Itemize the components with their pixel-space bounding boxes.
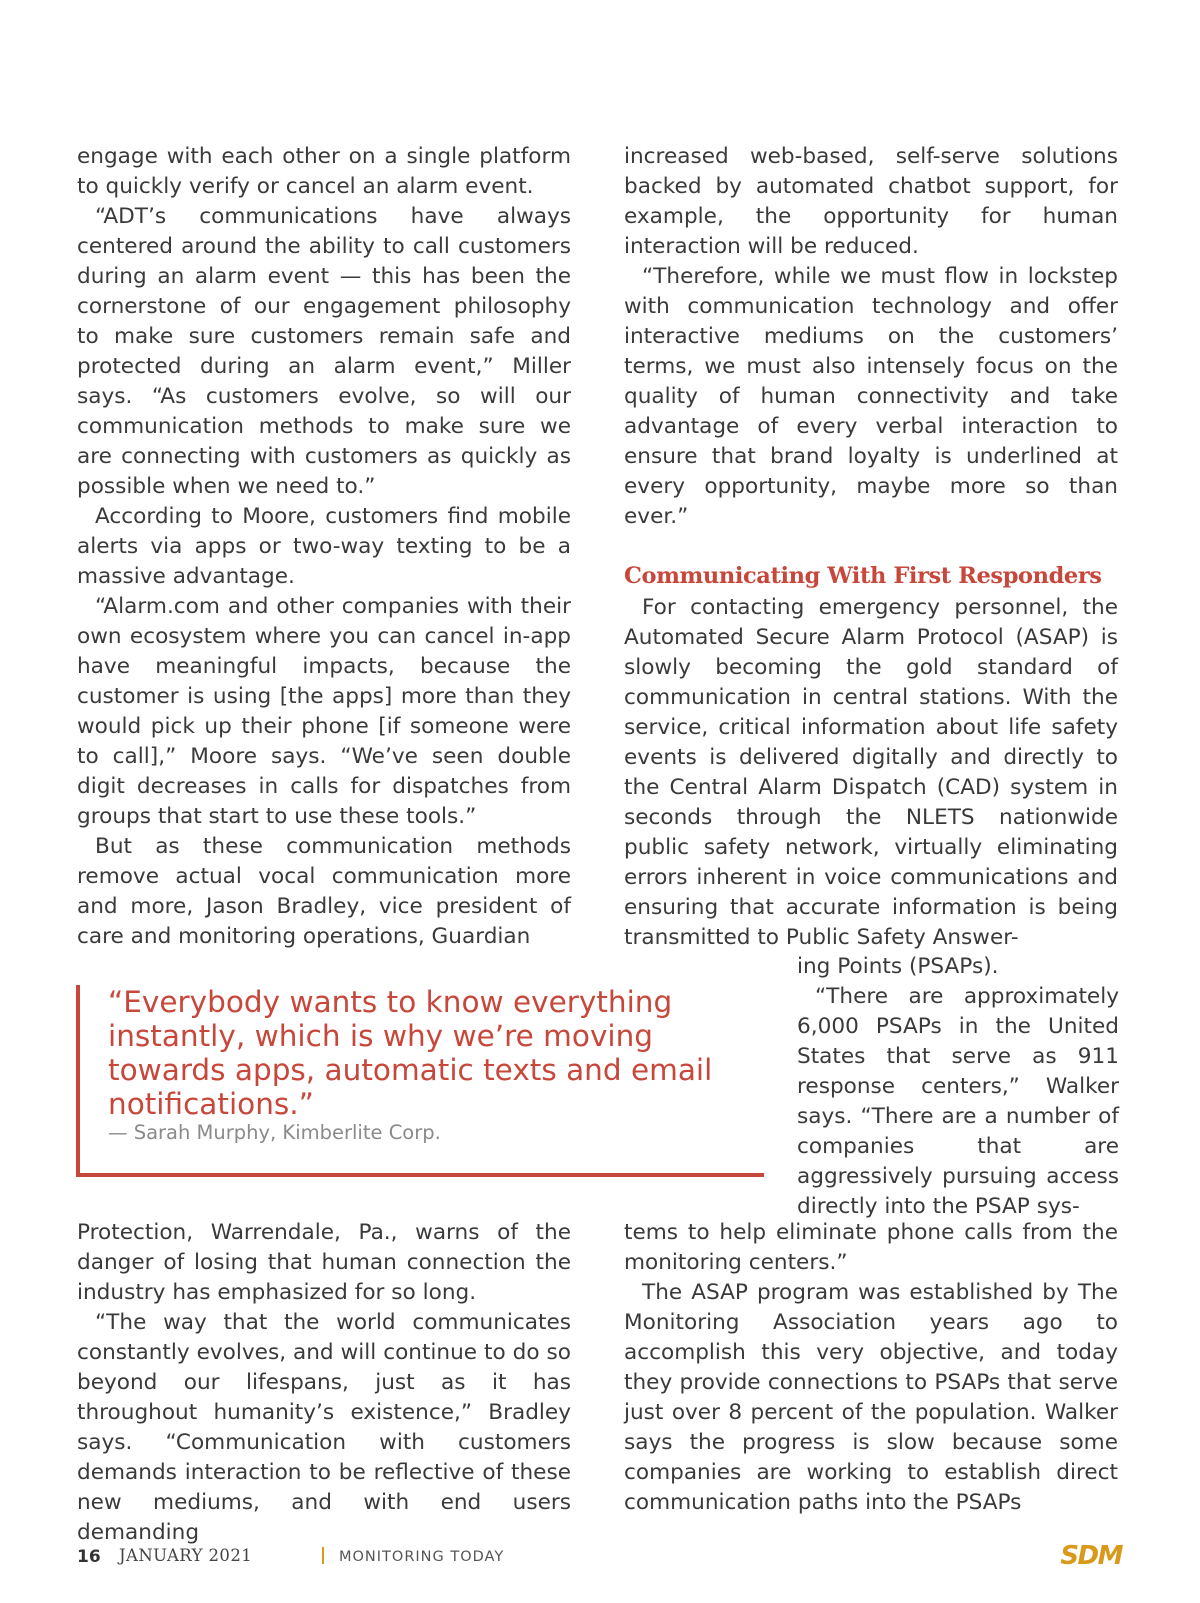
body-paragraph: increased web-based, self-serve solutions backed by automated chatbot support, for example, the opportunity for human interaction will be reduced.	[624, 144, 1118, 259]
left-column-bottom	[77, 1218, 571, 1548]
body-paragraph: The ASAP program was established by The Monitoring Association years ago to accomplish this very objective, and today they provide connections to PSAPs that serve just over 8 percent of the population. Walker says the progress is slow because some companies are working to establish direct communication paths into the PSAPs	[624, 1280, 1118, 1515]
body-paragraph: engage with each other on a single platform to quickly verify or cancel an alarm event.	[77, 144, 571, 199]
pull-quote-box	[76, 985, 764, 1177]
right-column-bottom	[624, 1218, 1118, 1518]
pull-quote-text: “Everybody wants to know everything instantly, which is why we’re moving towards apps, automatic texts and email notifications.”	[108, 985, 713, 1121]
page-footer	[77, 1543, 1122, 1573]
body-paragraph: “Therefore, while we must flow in lockstep with communication technology and offer interactive mediums on the customers’ terms, we must also intensely focus on the quality of human connectivity and take advantage of every verbal interaction to ensure that brand loyalty is underlined at every opportunity, maybe more so than ever.”	[624, 264, 1118, 529]
body-paragraph: For contacting emergency personnel, the Automated Secure Alarm Protocol (ASAP) is slowly becoming the gold standard of communication in central stations. With the service, critical information about life safety events is delivered digitally and directly to the Central Alarm Dispatch (CAD) system in seconds through the NLETS nationwide public safety network, virtually eliminating errors inherent in voice communications and ensuring that accurate information is being transmitted to Public Safety Answer-	[624, 595, 1118, 950]
pull-quote-attribution: — Sarah Murphy, Kimberlite Corp.	[108, 1121, 441, 1144]
section-name: MONITORING TODAY	[339, 1549, 505, 1565]
issue-date: JANUARY 2021	[119, 1546, 253, 1565]
body-paragraph: tems to help eliminate phone calls from the monitoring centers.”	[624, 1220, 1118, 1275]
section-heading: Communicating With First Responders	[624, 563, 1102, 589]
left-column-top	[77, 142, 571, 952]
body-paragraph: According to Moore, customers find mobile alerts via apps or two-way texting to be a massive advantage.	[77, 504, 571, 589]
right-column-top	[624, 142, 1118, 953]
body-paragraph: “ADT’s communications have always centered around the ability to call customers during an alarm event — this has been the cornerstone of our engagement philosophy to make sure customers remain safe and protected during an alarm event,” Miller says. “As customers evolve, so will our communication methods to make sure we are connecting with customers as quickly as possible when we need to.”	[77, 204, 571, 499]
body-paragraph: “There are approximately 6,000 PSAPs in the United States that serve as 911 response centers,” Walker says. “There are a number of companies that are aggressively pursuing access directly into the PSAP sys-	[797, 984, 1119, 1219]
body-paragraph: ing Points (PSAPs).	[797, 954, 999, 979]
body-paragraph: “The way that the world communicates constantly evolves, and will continue to do so beyond our lifespans, just as it has throughout humanity’s existence,” Bradley says. “Communication with customers demands interaction to be reflective of these new mediums, and with end users demanding	[77, 1310, 571, 1545]
body-paragraph: “Alarm.com and other companies with their own ecosystem where you can cancel in-app have meaningful impacts, because the customer is using [the apps] more than they would pick up their phone [if someone were to call],” Moore says. “We’ve seen double digit decreases in calls for dispatches from groups that start to use these tools.”	[77, 594, 571, 829]
footer-separator	[322, 1547, 324, 1564]
right-column-wrap	[797, 952, 1119, 1222]
body-paragraph: But as these communication methods remove actual vocal communication more and more, Jason Bradley, vice president of care and monitoring operations, Guardian	[77, 834, 571, 949]
sdm-logo: SDM	[1060, 1541, 1122, 1571]
page-number: 16	[77, 1547, 101, 1567]
body-paragraph: Protection, Warrendale, Pa., warns of the danger of losing that human connection the industry has emphasized for so long.	[77, 1220, 571, 1305]
